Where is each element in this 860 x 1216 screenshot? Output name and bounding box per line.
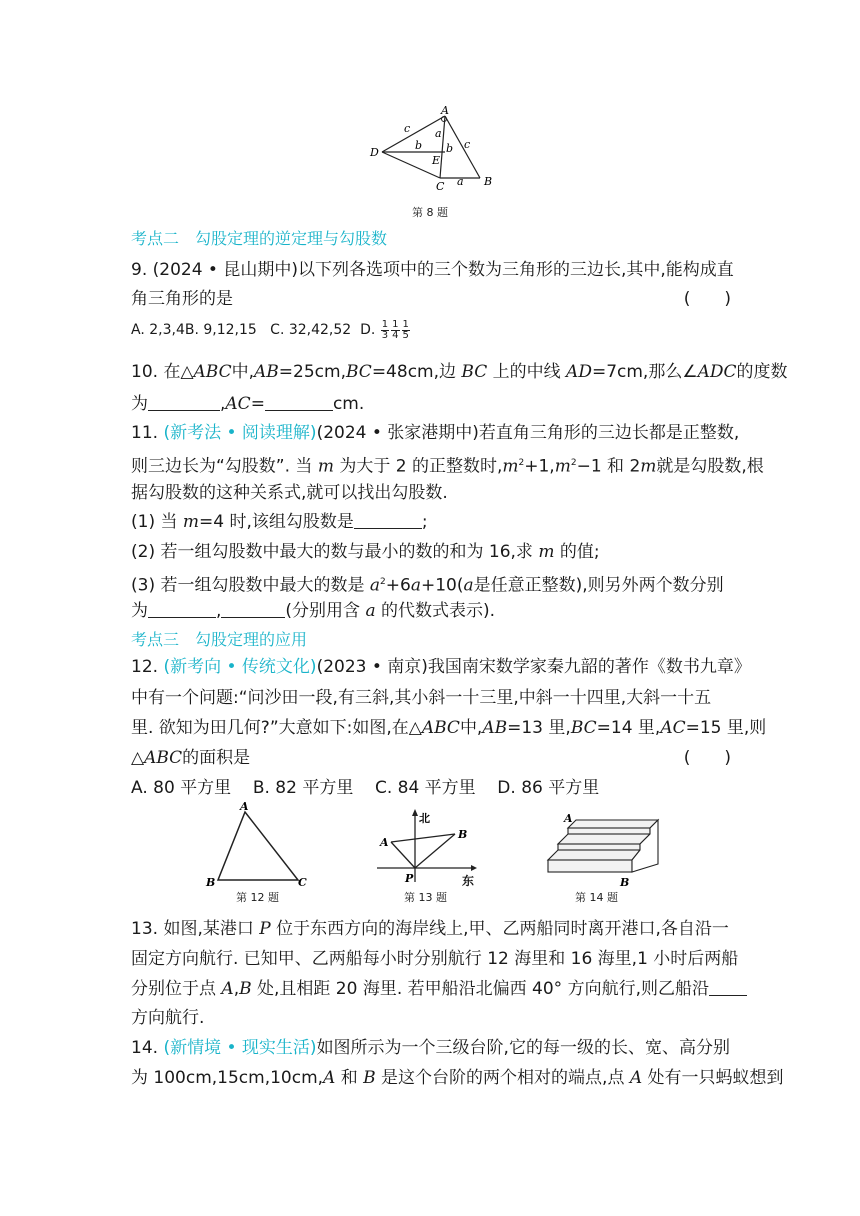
fig13-label-P: P (405, 872, 414, 885)
q12-option-b: B. 82 平方里 (252, 778, 354, 798)
fig8-label-E: E (432, 154, 441, 167)
q11-line3: 据勾股数的这种关系式,就可以找出勾股数. (131, 483, 448, 503)
q9-stem: 角三角形的是 (131, 289, 233, 309)
q12-tag: (新考向 • 传统文化) (163, 657, 317, 677)
fig8-label-a2: a (457, 175, 464, 188)
fig13-label-B: B (458, 828, 468, 841)
q13-line2: 固定方向航行. 已知甲、乙两船每小时分别航行 12 海里和 16 海里,1 小时后两船 (131, 949, 739, 969)
q12-line3: 里. 欲知为田几何?”大意如下:如图,在△ABC中,AB=13 里,BC=14 里,AC=15 里,则 (131, 718, 767, 738)
q11-sub1: (1) 当 m=4 时,该组勾股数是 ; (131, 512, 428, 532)
fig8-label-B: B (484, 175, 493, 188)
section-heading-3: 考点三 勾股定理的应用 (131, 630, 308, 649)
q9-line1: 9. (2024 • 昆山期中)以下列各选项中的三个数为三角形的三边长,其中,能构成直 (131, 260, 734, 280)
q12-option-c: C. 84 平方里 (374, 778, 476, 798)
q10-line2: 为 ,AC= cm. (131, 394, 365, 414)
fig8-label-a1: a (435, 127, 442, 140)
q11-line2: 则三边长为“勾股数”. 当 m 为大于 2 的正整数时$,m^2+1,m^2-1$ 和 2m就是勾股数,根 (131, 456, 764, 477)
q9-option-a: A. 2,3,4 (131, 322, 185, 338)
q13-line4: 方向航行. (131, 1008, 205, 1028)
fig8-label-D: D (370, 146, 379, 159)
q9-line2 (131, 287, 731, 311)
section-heading-2: 考点二 勾股定理的逆定理与勾股数 (131, 229, 388, 248)
fig13-label-north: 北 (419, 812, 430, 825)
q14-line2: 为 100cm,15cm,10cm,A 和 B 是这个台阶的两个相对的端点,点 A 处有一只蚂蚁想到 (131, 1068, 784, 1088)
q13-blank[interactable] (709, 979, 747, 996)
q9-d-frac-3: $\frac{1}{5}$ (402, 318, 409, 341)
fig8-label-c2: c (464, 138, 471, 151)
fig8-caption: 第 8 题 (412, 206, 448, 219)
q13-line1: 13. 如图,某港口 P 位于东西方向的海岸线上,甲、乙两船同时离开港口,各自沿一 (131, 919, 729, 939)
fig12-label-B: B (206, 876, 216, 889)
q13-line3: 分别位于点 A,B 处,且相距 20 海里. 若甲船沿北偏西 40° 方向航行,则乙船沿 (131, 977, 747, 1001)
fig8-label-A: A (441, 104, 449, 117)
q12-line4: △ABC的面积是 ( ) (131, 748, 731, 768)
q12-line1: 12. (新考向 • 传统文化)(2023 • 南京)我国南宋数学家秦九韶的著作《数书九章》 (131, 657, 751, 677)
q11-sub3-line2: 为 , (分别用含 a 的代数式表示). (131, 601, 496, 621)
q10-blank-1[interactable] (148, 394, 220, 411)
q12-options (131, 776, 599, 800)
q12-option-a: A. 80 平方里 (131, 778, 232, 798)
q12-option-d: D. 86 平方里 (497, 778, 600, 798)
q11-blank-2[interactable] (148, 601, 216, 618)
q9-option-d: D. (360, 322, 376, 338)
figure-14 (540, 812, 690, 890)
figure-12 (200, 800, 315, 895)
q9-option-c: C. 32,42,52 (270, 322, 352, 338)
q11-sub2: (2) 若一组勾股数中最大的数与最小的数的和为 16,求 m 的值; (131, 542, 600, 562)
q11-blank-3[interactable] (221, 601, 285, 618)
q12-line2: 中有一个问题:“问沙田一段,有三斜,其小斜一十三里,中斜一十四里,大斜一十五 (131, 688, 712, 708)
q10-blank-2[interactable] (265, 394, 333, 411)
fig14-caption: 第 14 题 (575, 891, 618, 904)
q9-answer-paren: ( ) (683, 289, 731, 309)
fig12-caption: 第 12 题 (236, 891, 279, 904)
q11-sub3: (3) 若一组勾股数中最大的数是 $a^2+6a+10(a$是任意正整数),则另外两个数分别 (131, 575, 724, 596)
fig14-label-B: B (620, 876, 630, 889)
q11-line1: 11. (新考法 • 阅读理解)(2024 • 张家港期中)若直角三角形的三边长都是正整数, (131, 423, 740, 443)
fig8-label-b1: b (415, 139, 423, 152)
q11-blank-1[interactable] (354, 512, 422, 529)
fig8-label-b2: b (446, 142, 454, 155)
q9-options (131, 318, 411, 342)
fig12-label-C: C (298, 876, 307, 889)
fig8-label-C: C (436, 180, 445, 193)
fig13-label-east: 东 (462, 874, 475, 888)
fig14-label-A: A (564, 812, 573, 825)
fig8-label-c1: c (404, 122, 411, 135)
q11-tag: (新考法 • 阅读理解) (163, 423, 317, 443)
figure-8 (360, 104, 500, 198)
q9-d-frac-2: $\frac{1}{4}$ (392, 318, 399, 341)
q10-line1: 10. 在△ABC中,AB=25cm,BC=48cm,边 BC 上的中线 AD=7cm,那么∠ADC的度数 (131, 362, 788, 382)
q14-tag: (新情境 • 现实生活) (163, 1038, 317, 1058)
q12-answer-paren: ( ) (683, 748, 731, 768)
q9-option-b: B. 9,12,15 (184, 322, 257, 338)
q9-d-frac-1: $\frac{1}{3}$ (381, 318, 389, 341)
fig12-label-A: A (240, 800, 249, 813)
fig13-caption: 第 13 题 (404, 891, 447, 904)
q14-line1: 14. (新情境 • 现实生活)如图所示为一个三级台阶,它的每一级的长、宽、高分别 (131, 1038, 730, 1058)
fig13-label-A: A (380, 836, 389, 849)
